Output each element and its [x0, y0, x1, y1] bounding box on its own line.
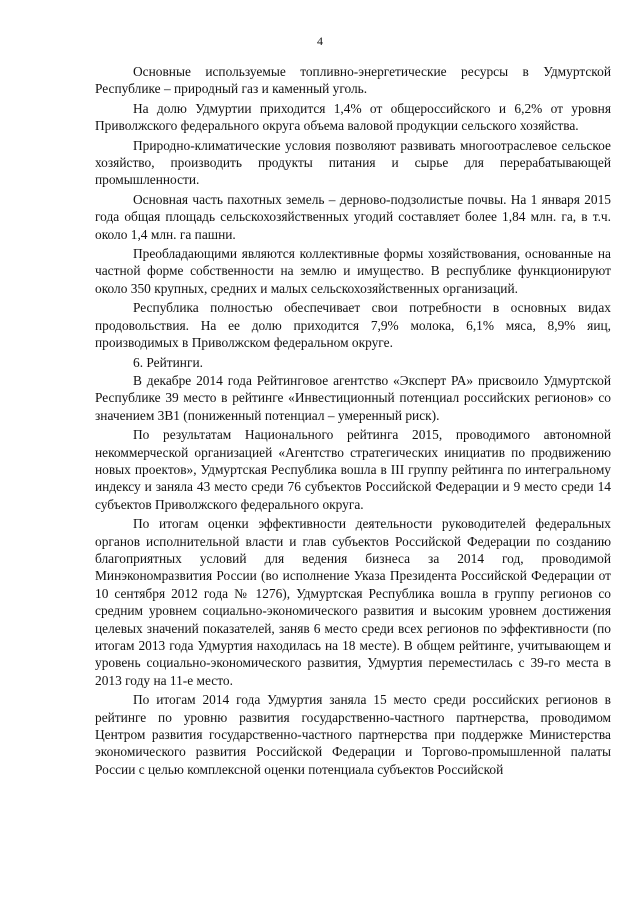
paragraph-national-rating: По результатам Национального рейтинга 2015, проводимого автономной некоммерческой организацией «Агентство стратегических инициатив по продвижению новых проектов», Удмуртская Республика вошла в III группу рейтинга по интегральному индексу и заняла 43 место среди 76 субъектов Российской Федерации и 9 место среди 14 субъектов Приволжского федерального округа.	[95, 427, 611, 512]
paragraph-efficiency-evaluation: По итогам оценки эффективности деятельности руководителей федеральных органов исполнительной власти и глав субъектов Российской Федерации по созданию благоприятных условий для ведения бизнеса за 2014 год, проводимой Минэкономразвития России (во исполнение Указа Президента Российской Федерации от 10 сентября 2012 года № 1276), Удмуртская Республика вошла в группу регионов со средним уровнем социально-экономического развития и высоким уровнем достижения целевых значений показателей, заняв 6 место среди всех регионов по эффективности (по итогам 2013 года Удмуртия находилась на 18 месте). В общем рейтинге, учитывающем и уровень социально-экономического развития, Удмуртия переместилась с 39-го места в 2013 году на 11-е место.	[95, 516, 611, 688]
paragraph-expert-ra-rating: В декабре 2014 года Рейтинговое агентство «Эксперт РА» присвоило Удмуртской Республике 39 место в рейтинге «Инвестиционный потенциал российских регионов» со значением 3В1 (пониженный потенциал – умеренный риск).	[95, 372, 611, 423]
paragraph-farming-forms: Преобладающими являются коллективные формы хозяйствования, основанные на частной форме собственности на землю и имущество. В республике функционируют около 350 крупных, средних и малых сельскохозяйственных организаций.	[95, 246, 611, 296]
paragraph-arable-land: Основная часть пахотных земель – дерново-подзолистые почвы. На 1 января 2015 года общая площадь сельскохозяйственных угодий составляет более 1,84 млн. га, в т.ч. около 1,4 млн. га пашни.	[95, 191, 611, 242]
paragraph-fuel-resources: Основные используемые топливно-энергетические ресурсы в Удмуртской Республике – природный газ и каменный уголь.	[95, 64, 611, 97]
paragraph-ppp-rating: По итогам 2014 года Удмуртия заняла 15 место среди российских регионов в рейтинге по уровню развития государственно-частного партнерства, проводимом Центром развития государственно-частного партнерства при поддержке Министерства экономического развития Российской Федерации и Торгово-промышленной палаты России с целью комплексной оценки потенциала субъектов Российской	[95, 692, 611, 777]
paragraph-food-supply: Республика полностью обеспечивает свои потребности в основных видах продовольствия. На ее долю приходится 7,9% молока, 6,1% мяса, 8,9% яиц, производимых в Приволжском федеральном округе.	[95, 300, 611, 351]
page-number: 4	[317, 34, 323, 48]
paragraph-agriculture-share: На долю Удмуртии приходится 1,4% от общероссийского и 6,2% от уровня Приволжского федерального округа объема валовой продукции сельского хозяйства.	[95, 100, 611, 134]
section-heading-ratings: 6. Рейтинги.	[133, 354, 203, 370]
document-body	[95, 63, 611, 780]
paragraph-climate-conditions: Природно-климатические условия позволяют развивать многоотраслевое сельское хозяйство, производить продукты питания и сырье для перерабатывающей промышленности.	[95, 137, 611, 188]
